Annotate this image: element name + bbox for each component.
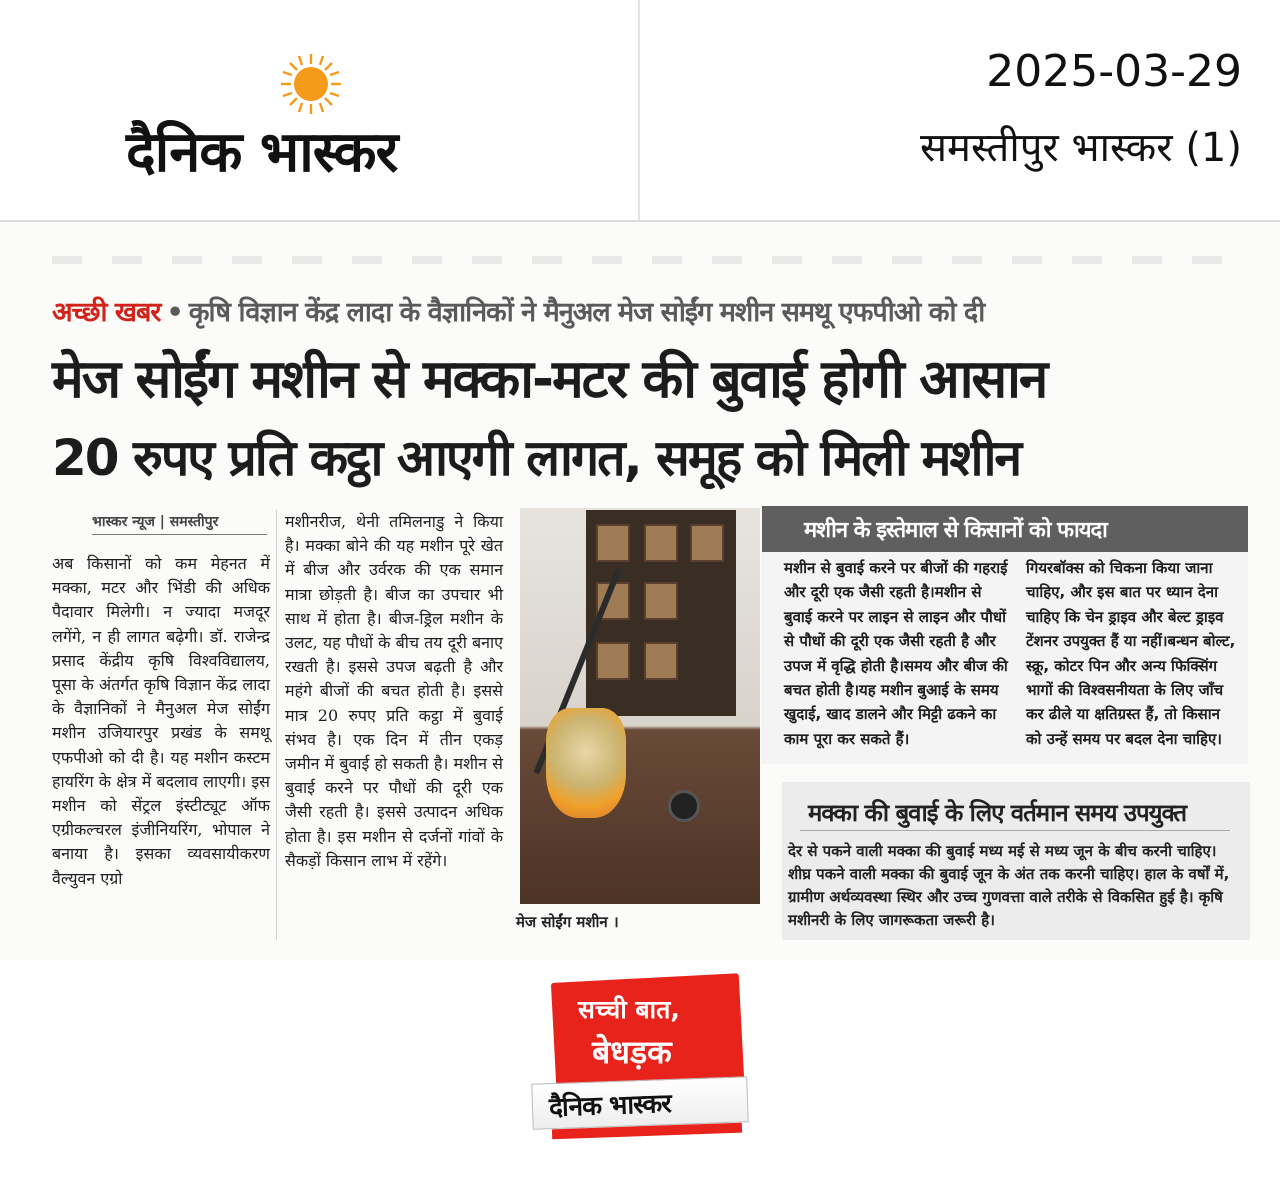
stamp-tagline-1: सच्ची बात,	[578, 995, 680, 1024]
stamp-brand-name: दैनिक भास्कर	[548, 1088, 672, 1124]
byline: भास्कर न्यूज | समस्तीपुर	[92, 514, 219, 530]
header-divider	[638, 0, 640, 222]
newspaper-clipping	[0, 222, 1280, 960]
photo-shelf-cell	[596, 524, 630, 562]
masthead-logo: दैनिक भास्कर	[126, 120, 398, 185]
photo-machine-hopper	[546, 708, 626, 818]
byline-rule	[92, 534, 267, 535]
subhead: कृषि विज्ञान केंद्र लादा के वैज्ञानिकों ने मैनुअल मेज सोईंग मशीन समथू एफपीओ को दी	[188, 297, 985, 328]
brand-stamp	[532, 978, 746, 1138]
photo-shelf-cell	[644, 582, 678, 620]
kicker-label: अच्छी खबर	[52, 297, 161, 328]
photo-shelf-cell	[690, 524, 724, 562]
adjacent-article-edge	[1262, 286, 1280, 936]
edition-name: समस्तीपुर भास्कर (1)	[920, 125, 1242, 171]
benefits-box-header	[762, 506, 1248, 552]
sun-logo-icon	[279, 52, 343, 116]
stamp-tagline-2: बेधड़क	[592, 1033, 672, 1071]
timing-box-text: देर से पकने वाली मक्का की बुवाई मध्य मई से मध्य जून के बीच करनी चाहिए।शीघ्र पकने वाली मक्का की बुवाई जून के अंत तक करनी चाहिए। हाल के वर्षों में, ग्रामीण अर्थव्यवस्था स्थिर और उच्च गुणवत्ता वाले तरीके से विकसित हुई है। कृषि मशीनरी के लिए जागरूकता जरूरी है।	[788, 842, 1230, 929]
benefits-box-title: मशीन के इस्तेमाल से किसानों को फायदा	[804, 518, 1107, 543]
photo-shelf-cell	[596, 642, 630, 680]
photo-shelf	[586, 510, 736, 716]
kicker-bullet: •	[166, 297, 183, 328]
column-separator	[276, 510, 277, 940]
article-column-1: अब किसानों को कम मेहनत में मक्का, मटर और भिंडी की अधिक पैदावार मिलेगी। न ज्यादा मजदूर लगेंगे, न ही लागत बढ़ेगी। डॉ. राजेन्द्र प्रसाद केंद्रीय कृषि विश्वविद्यालय, पूसा के अंतर्गत कृषि विज्ञान केंद्र लादा के वैज्ञानिकों ने मैनुअल मेज सोईंग मशीन उजियारपुर प्रखंड के समथू एफपीओ को दी है। यह मशीन कस्टम हायरिंग के क्षेत्र में बदलाव लाएगी। इस मशीन को सेंट्रल इंस्टीट्यूट ऑफ एग्रीकल्चरल इंजीनियरिंग, भोपाल ने बनाया है। इसका व्यवसायीकरण वैल्युवन एग्रो	[52, 554, 270, 888]
timing-box-title: मक्का की बुवाई के लिए वर्तमान समय उपयुक्त	[808, 799, 1187, 827]
article-photo	[520, 508, 760, 904]
timing-box-rule	[800, 830, 1230, 831]
edition-date: 2025-03-29	[986, 46, 1242, 97]
headline-main: मेज सोईंग मशीन से मक्का-मटर की बुवाई होगी आसान	[52, 349, 1047, 410]
page-header	[0, 0, 1280, 222]
photo-machine-wheel	[668, 790, 700, 822]
benefits-column-a: मशीन से बुवाई करने पर बीजों की गहराई और दूरी एक जैसी रहती है।मशीन से बुवाई करने पर लाइन से लाइन और पौधों से पौधों की दूरी एक जैसी रहती है और उपज में वृद्धि होती है।समय और बीज की बचत होती है।यह मशीन बुआई के समय खुदाई, खाद डालने और मिट्टी ढकने का काम पूरा कर सकते हैं।	[784, 559, 1008, 748]
article-column-2: मशीनरीज, थेनी तमिलनाडु ने किया है। मक्का बोने की यह मशीन पूरे खेत में बीज और उर्वरक की एक समान मात्रा छोड़ती है। बीज का उपचार भी साथ में होता है। बीज-ड्रिल मशीन के उलट, यह पौधों के बीच तय दूरी बनाए रखती है। इससे उपज बढ़ती है और महंगे बीजों की बचत होती है। इससे मात्र 20 रुपए प्रति कट्ठा में बुवाई संभव है। एक दिन में तीन एकड़ जमीन में बुवाई हो सकती है। मशीन से बुवाई करने पर पौधों की दूरी एक जैसी रहती है। इससे उत्पादन अधिक होता है। इस मशीन से दर्जनों गांवों के सैकड़ों किसान लाभ में रहेंगे।	[285, 512, 503, 870]
stamp-newspaper	[531, 1076, 748, 1130]
clipping-top-rule	[52, 256, 1252, 264]
subhead-row	[52, 292, 984, 329]
headline-secondary: 20 रुपए प्रति कट्ठा आएगी लागत, समूह को मिली मशीन	[52, 429, 1021, 487]
photo-caption: मेज सोईंग मशीन ।	[516, 913, 619, 931]
benefits-column-b: गियरबॉक्स को चिकना किया जाना चाहिए, और इस बात पर ध्यान देना चाहिए कि चेन ड्राइव और बेल्ट ड्राइव टेंशनर उपयुक्त हैं या नहीं।बन्धन बोल्ट, स्क्रू, कोटर पिन और अन्य फिक्सिंग भागों की विश्वसनीयता के लिए जाँच कर ढीले या क्षतिग्रस्त हैं, तो किसान को उन्हें समय पर बदल देना चाहिए।	[1026, 559, 1236, 748]
photo-shelf-cell	[644, 642, 678, 680]
photo-shelf-cell	[644, 524, 678, 562]
